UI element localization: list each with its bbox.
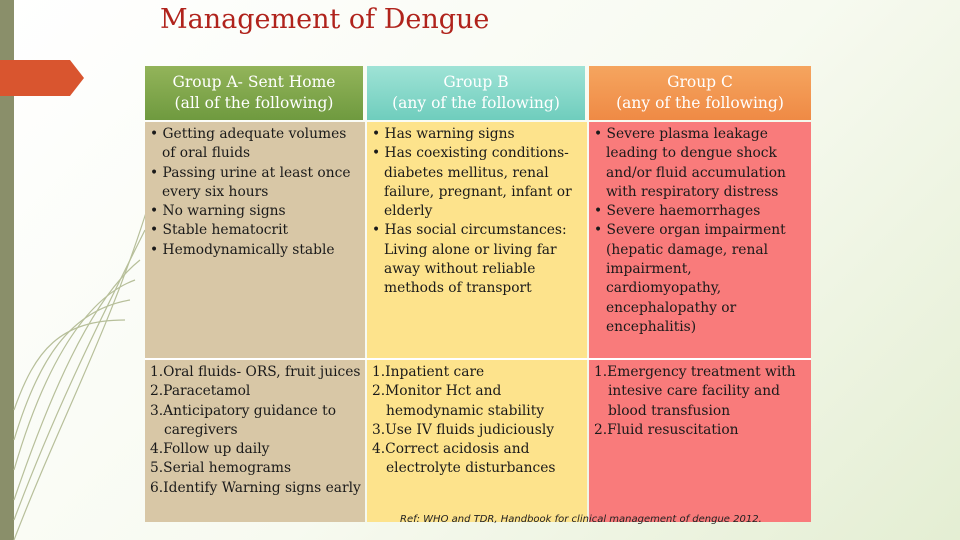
group-b-criterion: • Has social circumstances: Living alone or living far away without reliable methods of transport	[372, 222, 567, 297]
reference-note: Ref: WHO and TDR, Handbook for clinical management of dengue 2012.	[400, 514, 762, 525]
group-c-step: 2.Fluid resuscitation	[594, 421, 739, 438]
group-a-criterion: • Stable hematocrit	[150, 222, 289, 239]
group-c-criteria-cell	[589, 122, 811, 358]
group-b-step: 3.Use IV fluids judiciously	[372, 421, 555, 438]
group-a-criterion: • No warning signs	[150, 203, 286, 220]
group-b-step: 1.Inpatient care	[372, 364, 485, 380]
header-group-a-title: Group A- Sent Home	[172, 73, 336, 91]
group-a-management-cell	[145, 360, 365, 522]
group-b-criterion: • Has warning signs	[372, 126, 515, 142]
group-a-step: 2.Paracetamol	[150, 383, 251, 400]
group-b-criterion: • Has coexisting conditions- diabetes mellitus, renal failure, pregnant, infant or elderly	[372, 145, 572, 220]
group-a-criterion: • Getting adequate volumes of oral fluids	[150, 126, 347, 162]
group-a-criteria-cell	[145, 122, 365, 358]
group-c-management-cell	[589, 360, 811, 522]
slide-title: Management of Dengue	[160, 4, 490, 35]
group-a-criterion: • Hemodynamically stable	[150, 241, 335, 258]
group-c-step: 1.Emergency treatment with intesive care facility and blood transfusion	[594, 364, 796, 419]
group-a-step: 6.Identify Warning signs early	[150, 479, 361, 496]
decorative-curves	[0, 0, 160, 540]
header-group-c-subtitle: (any of the following)	[616, 94, 784, 112]
group-a-criterion: • Passing urine at least once every six hours	[150, 164, 351, 200]
header-group-b-subtitle: (any of the following)	[392, 94, 560, 112]
header-group-a	[145, 66, 363, 120]
group-a-step: 3.Anticipatory guidance to caregivers	[150, 402, 336, 438]
group-b-step: 2.Monitor Hct and hemodynamic stability	[372, 383, 545, 419]
group-b-management-cell	[367, 360, 587, 522]
group-a-step: 1.Oral fluids- ORS, fruit juices	[150, 364, 361, 380]
header-group-a-subtitle: (all of the following)	[174, 94, 334, 112]
group-c-criterion: • Severe plasma leakage leading to dengue shock and/or fluid accumulation with respiratory distress	[594, 126, 786, 200]
group-b-step: 4.Correct acidosis and electrolyte disturbances	[372, 441, 556, 477]
group-a-step: 5.Serial hemograms	[150, 460, 292, 477]
header-group-c	[589, 66, 811, 120]
dengue-management-table	[145, 66, 811, 522]
group-a-step: 4.Follow up daily	[150, 441, 270, 458]
header-group-b	[367, 66, 585, 120]
header-group-c-title: Group C	[667, 73, 733, 91]
group-c-criterion: • Severe organ impairment (hepatic damage, renal impairment, cardiomyopathy, encephalopathy or encephalitis)	[594, 222, 786, 335]
header-group-b-title: Group B	[443, 73, 509, 91]
group-b-criteria-cell	[367, 122, 587, 358]
group-c-criterion: • Severe haemorrhages	[594, 203, 761, 220]
